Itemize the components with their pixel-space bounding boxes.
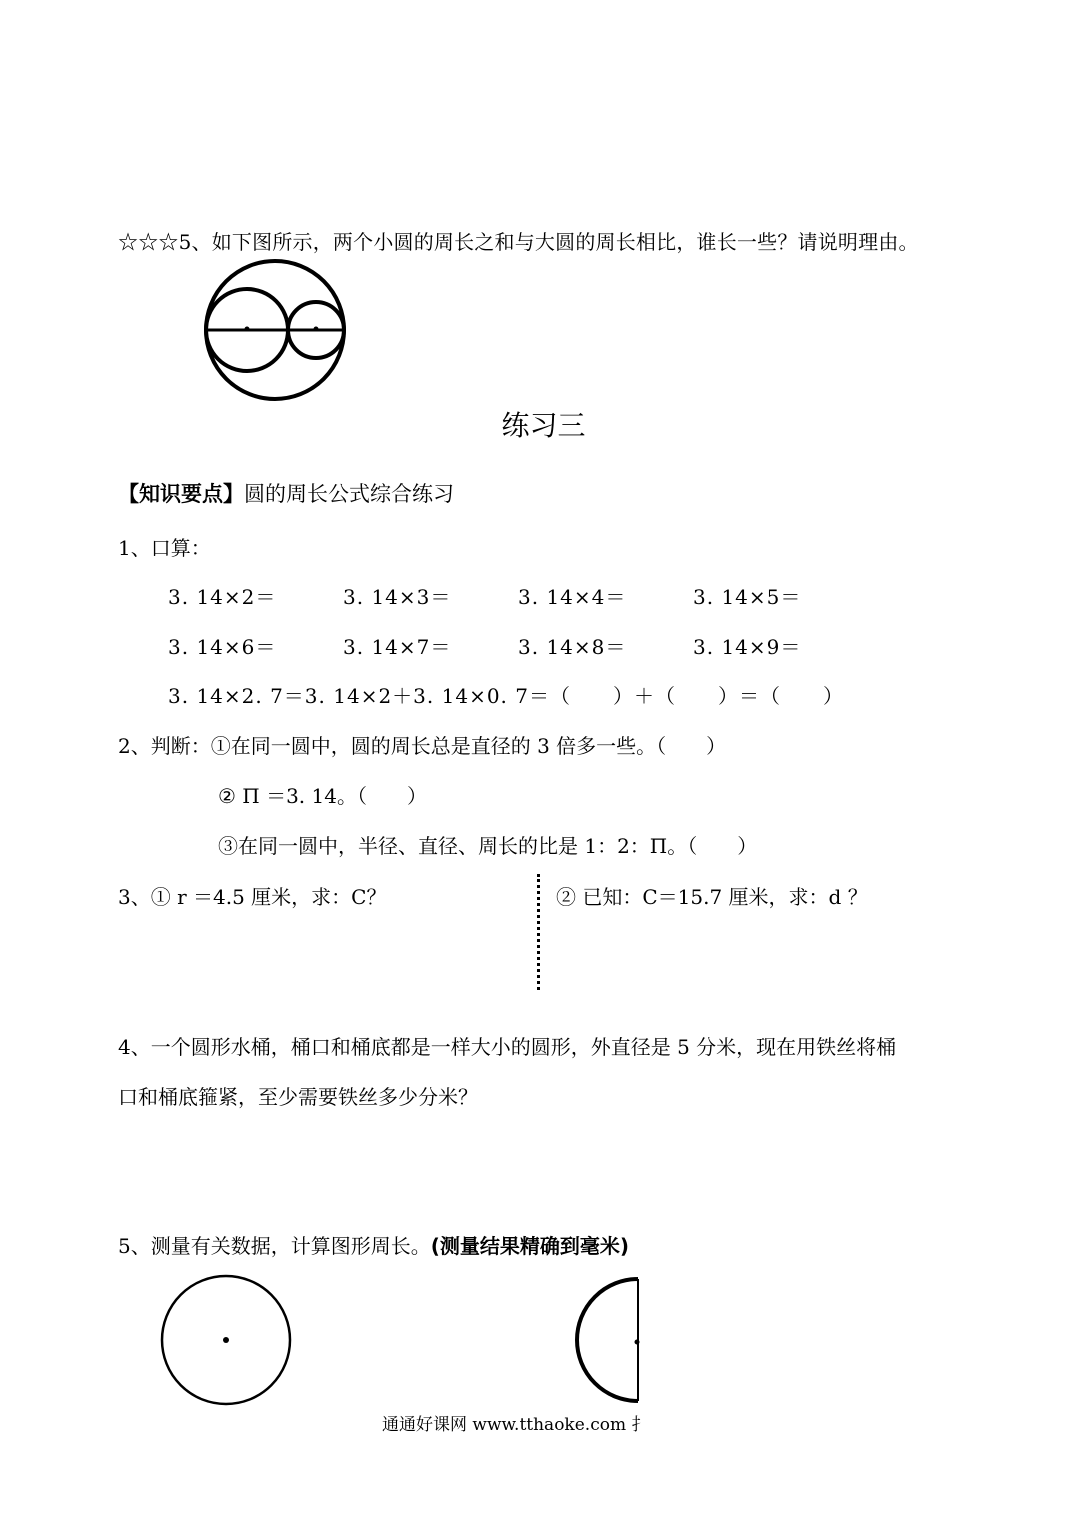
q1-calc-6: 3. 14×7＝ xyxy=(343,635,452,659)
q1-calc-3: 3. 14×4＝ xyxy=(518,585,627,609)
measure-semicircle xyxy=(577,1279,638,1401)
q1-calc-8: 3. 14×9＝ xyxy=(693,635,802,659)
q1-calc-5: 3. 14×6＝ xyxy=(168,635,277,659)
knowledge-point-label: 【知识要点】 xyxy=(118,482,244,506)
q1-heading: 1、口算： xyxy=(118,536,211,560)
measure-semicircle-center-dot xyxy=(635,1340,640,1345)
q2-item-2: ② Π ＝3. 14。（ ） xyxy=(218,784,427,808)
q4-line-1: 4、一个圆形水桶，桶口和桶底都是一样大小的圆形，外直径是 5 分米，现在用铁丝将桶 xyxy=(118,1035,897,1059)
q1-calc-decomposition: 3. 14×2. 7＝3. 14×2＋3. 14×0. 7＝（ ）＋（ ）＝（ ） xyxy=(168,684,844,708)
q4-line-2: 口和桶底箍紧，至少需要铁丝多少分米？ xyxy=(118,1085,478,1109)
section-title: 练习三 xyxy=(501,409,586,442)
footer-watermark: 通通好课网 www.tthaoke.com 扌 xyxy=(382,1415,649,1435)
measure-circle-center-dot xyxy=(223,1337,229,1343)
knowledge-point-text: 圆的周长公式综合练习 xyxy=(244,482,454,506)
q5-text-main: 5、测量有关数据，计算图形周长。 xyxy=(118,1234,431,1258)
q1-calc-7: 3. 14×8＝ xyxy=(518,635,627,659)
q5-text-bold: (测量结果精确到毫米) xyxy=(430,1234,630,1258)
prev-question-text: ☆☆☆5、如下图所示，两个小圆的周长之和与大圆的周长相比，谁长一些？请说明理由。 xyxy=(118,230,919,254)
q3-left: 3、① r ＝4.5 厘米，求：C？ xyxy=(118,885,387,909)
q3-right: ② 已知：C＝15.7 厘米，求：d ？ xyxy=(556,885,868,909)
q2-heading: 2、判断：①在同一圆中，圆的周长总是直径的 3 倍多一些。（ ） xyxy=(118,734,727,758)
q1-calc-2: 3. 14×3＝ xyxy=(343,585,452,609)
q1-calc-4: 3. 14×5＝ xyxy=(693,585,802,609)
q1-calc-1: 3. 14×2＝ xyxy=(168,585,277,609)
q2-item-3: ③在同一圆中，半径、直径、周长的比是 1：2：Π。（ ） xyxy=(218,834,758,858)
